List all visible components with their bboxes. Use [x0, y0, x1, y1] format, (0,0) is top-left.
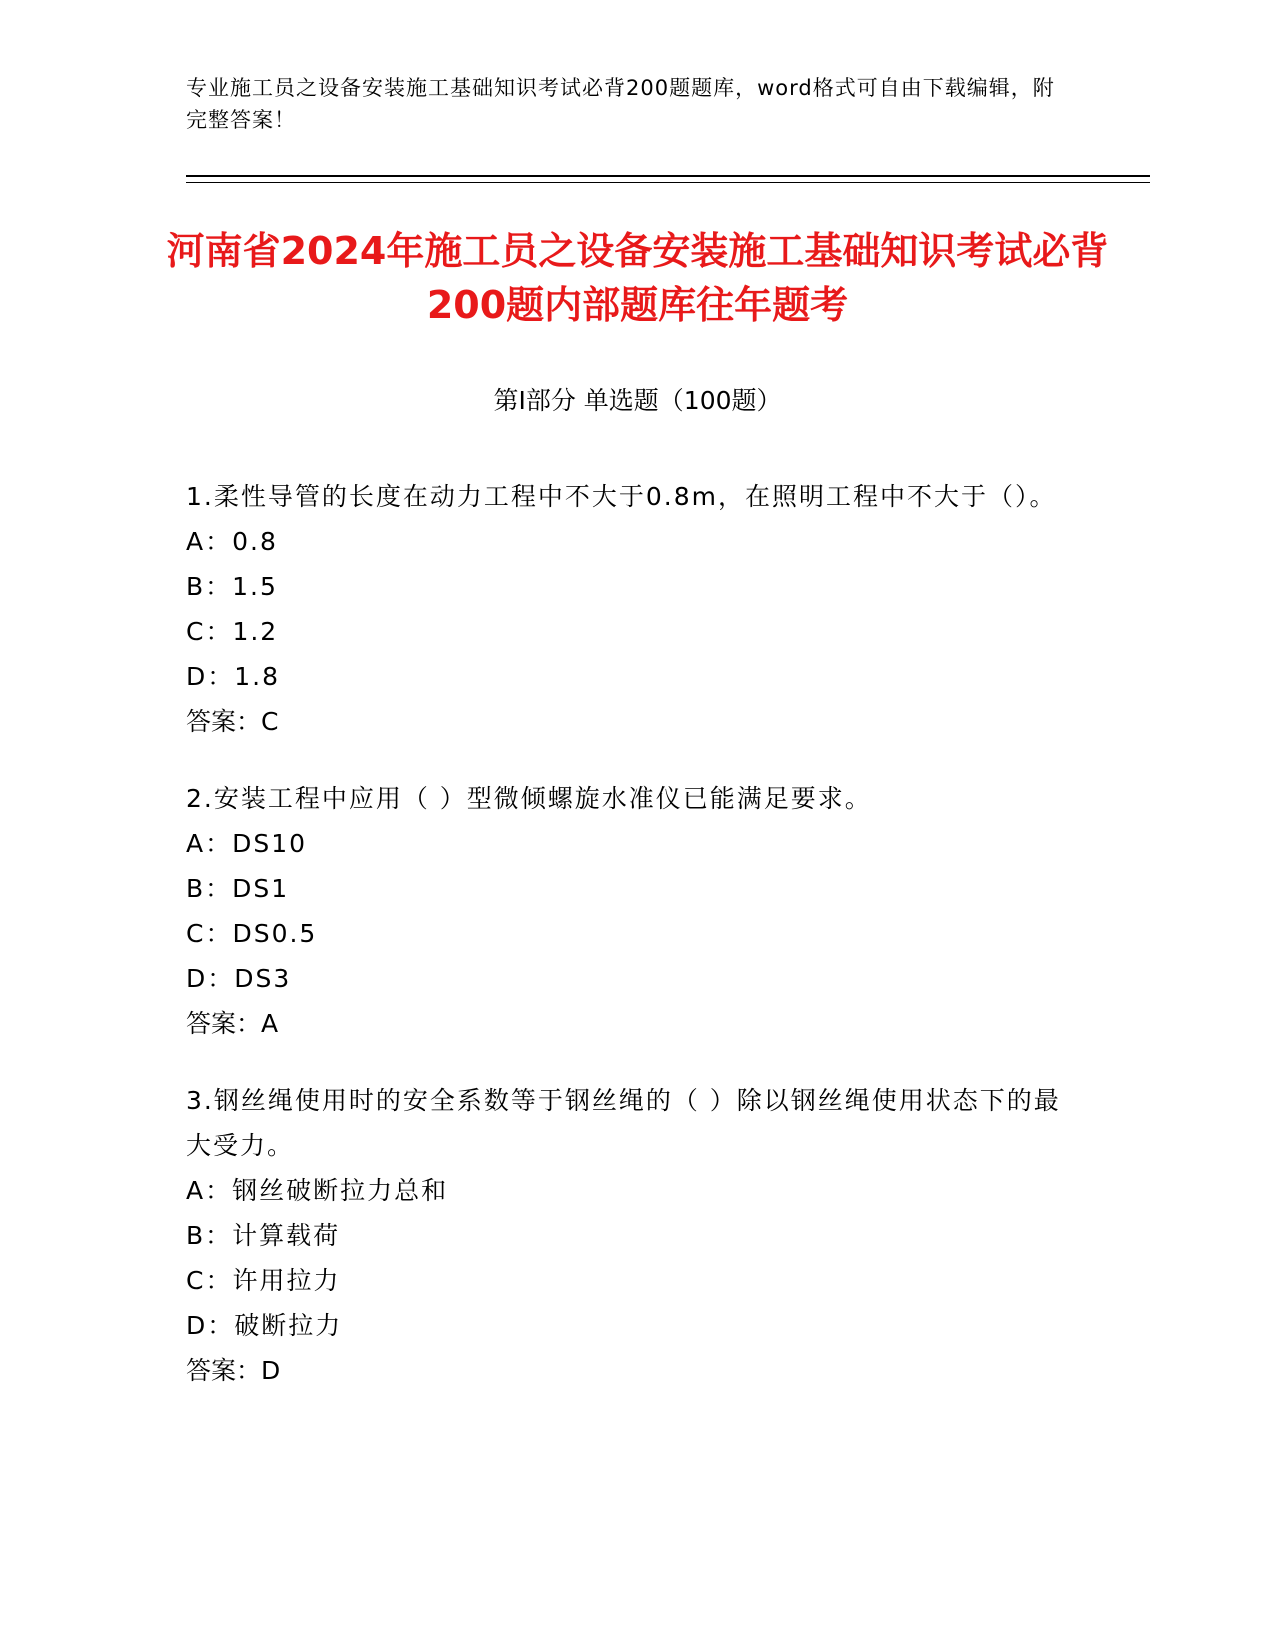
section-heading: 第I部分 单选题（100题）	[493, 386, 782, 415]
option-a: A：DS10	[186, 829, 308, 858]
question-1	[186, 474, 1086, 744]
option-d: D：DS3	[186, 964, 292, 993]
question-stem: 2.安装工程中应用（ ）型微倾螺旋水准仪已能满足要求。	[186, 784, 872, 813]
answer-text: 答案：D	[186, 1356, 281, 1385]
question-stem: 3.钢丝绳使用时的安全系数等于钢丝绳的（ ）除以钢丝绳使用状态下的最大受力。	[186, 1086, 1061, 1160]
header-divider-thin	[186, 182, 1150, 183]
option-a: A：钢丝破断拉力总和	[186, 1176, 449, 1205]
question-3	[186, 1078, 1086, 1393]
option-a: A：0.8	[186, 527, 278, 556]
header-text: 专业施工员之设备安装施工基础知识考试必背200题题库，word格式可自由下载编辑，附完整答案！	[186, 76, 1055, 132]
header-divider-thick	[186, 175, 1150, 177]
option-b: B：DS1	[186, 874, 290, 903]
question-list	[186, 474, 1086, 1425]
option-b: B：1.5	[186, 572, 278, 601]
answer-text: 答案：A	[186, 1009, 279, 1038]
question-stem: 1.柔性导管的长度在动力工程中不大于0.8m，在照明工程中不大于（）。	[186, 482, 1057, 511]
option-d: D：破断拉力	[186, 1311, 343, 1340]
option-c: C：许用拉力	[186, 1266, 341, 1295]
answer-text: 答案：C	[186, 707, 279, 736]
option-b: B：计算载荷	[186, 1221, 341, 1250]
option-c: C：1.2	[186, 617, 279, 646]
option-d: D：1.8	[186, 662, 281, 691]
question-2	[186, 776, 1086, 1046]
option-c: C：DS0.5	[186, 919, 318, 948]
document-title: 河南省2024年施工员之设备安装施工基础知识考试必背200题内部题库往年题考	[166, 229, 1109, 327]
